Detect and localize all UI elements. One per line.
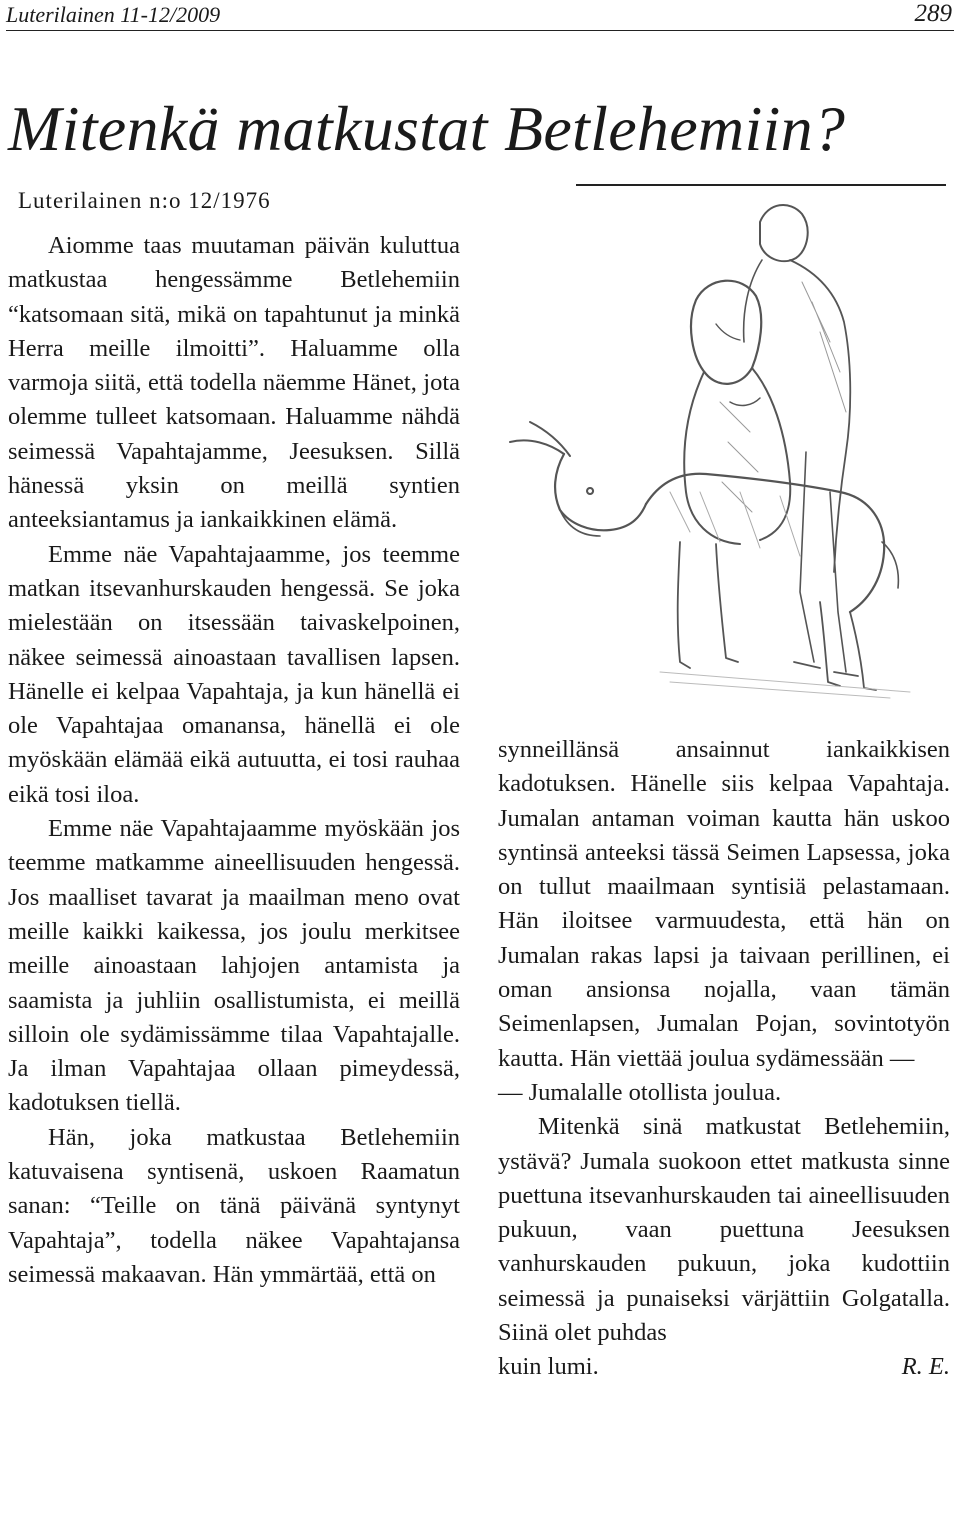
paragraph-4: Hän, joka matkustaa Betlehemiin katuvaisena syntisenä, uskoen Raamatun sanan: “Teille on tänä päivänä syntynyt Vapahtaja”, todella näkee Vapahtajansa seimessä makaavan. Hän ymmärtää, että on [8,1123,460,1288]
article-source: Luterilainen n:o 12/1976 [18,188,271,213]
left-column [8,229,460,1292]
paragraph-1: Aiomme taas muutaman päivän kuluttua matkustaa hengessämme Betlehemiin “katsomaan sitä, mikä on tapahtunut ja minkä Herra meille ilmoitti”. Haluamme olla varmoja siitä, että todella näemme Hänet, jota olemme tulleet katsomaan. Haluamme nähdä seimessä Vapahtajamme, Jeesuksen. Sillä hänessä yksin on meillä syntien anteeksiantamus ja iankaikkinen elämä. [8,232,460,534]
running-head [6,0,954,31]
publication-name: Luterilainen 11-12/2009 [6,2,221,27]
nativity-journey-sketch-icon [490,192,955,702]
closing-line [498,1350,950,1384]
right-column [498,733,950,1385]
paragraph-2: Emme näe Vapahtajaamme, jos teemme matkan itsevanhurskauden hengessä. Se joka mielestään on itsessään taivaskelpoinen, näkee seimessä ainoastaan tavallisen lapsen. Hänelle ei kelpaa Vapahtaja, ja kun hänellä ei ole Vapahtajaa omanansa, hänellä ei ole myöskään elämää eikä autuutta, ei tosi rauhaa eikä tosi iloa. [8,540,460,808]
paragraph-5: synneillänsä ansainnut iankaikkisen kadotuksen. Hänelle siis kelpaa Vapahtaja. Jumalan antaman voiman kautta hän uskoo syntinsä anteeksi tässä Seimen Lapsessa, joka on tullut maailmaan syntisiä pelastamaan. Hän iloitsee varmuudesta, että hän on Jumalan rakas lapsi ja taivaan perillinen, ei oman ansionsa nojalla, vaan tämän Seimenlapsen, Jumalan Pojan, sovintotyön kautta. Hän viettää joulua sydämessään — [498,736,950,1072]
closing-text: kuin lumi. [498,1353,599,1381]
paragraph-3: Emme näe Vapahtajaamme myöskään jos teemme matkamme aineellisuuden hengessä. Jos maalliset tavarat ja maailman meno ovat meille kaikki kaikessa, jos joulu merkitsee meille ainoastaan lahjojen antamista ja saamista ja juhliin osallistumista, ei meillä silloin ole sydämissämme tilaa Vapahtajalle. Ja ilman Vapahtajaa ollaan pimeydessä, kadotuksen tiellä. [8,815,460,1117]
article-title: Mitenkä matkustat Betlehemiin? [8,93,846,164]
page-number: 289 [914,0,952,27]
author-signature: R. E. [901,1353,950,1381]
paragraph-6: — Jumalalle otollista joulua. [498,1078,782,1106]
title-underline [576,184,946,186]
paragraph-7: Mitenkä sinä matkustat Betlehemiin, ystävä? Jumala suokoon ettet matkusta sinne puettuna itsevanhurskauden tai aineellisuuden pukuun, vaan puettuna Jeesuksen vanhurskauden pukuun, joka kudottiin seimessä ja punaiseksi värjättiin Golgatalla. Siinä olet puhdas [498,1113,950,1347]
